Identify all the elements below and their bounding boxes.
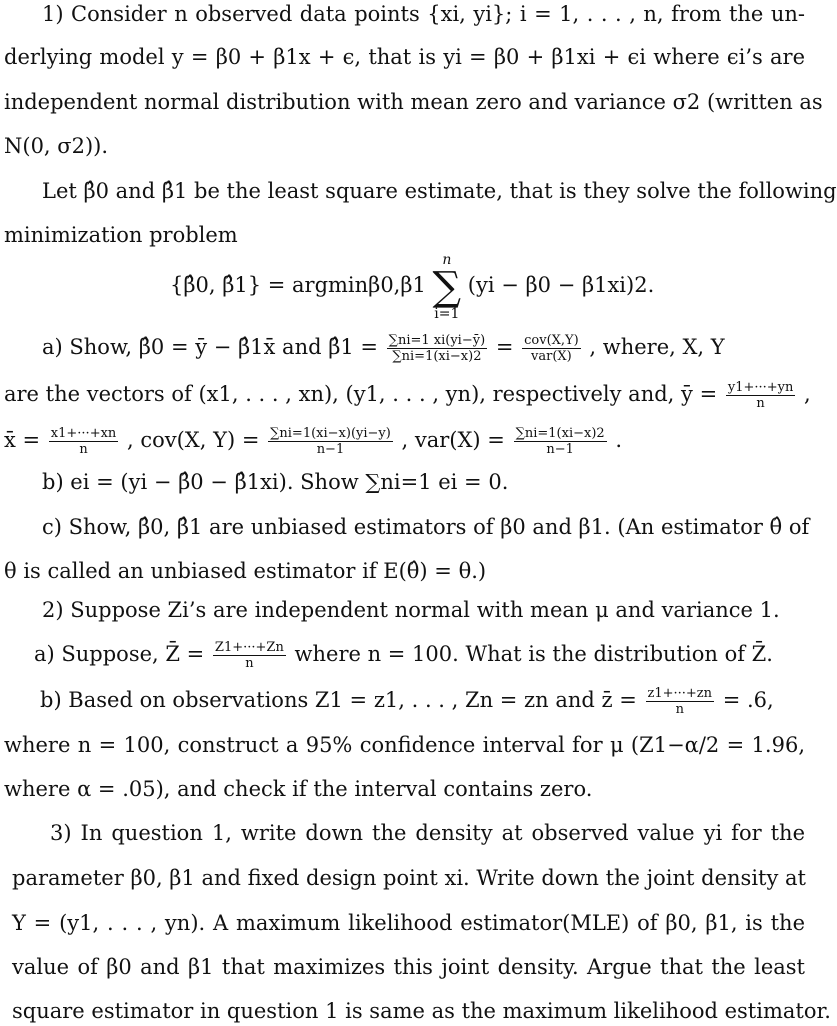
q2-line-1: 2) Suppose Zi’s are independent normal with mean μ and variance 1. — [42, 598, 780, 622]
eq-right: (yi − β0 − β1xi)2. — [467, 273, 655, 297]
q3-line-1: 3) In question 1, write down the density at observed value yi for the — [50, 821, 805, 845]
q3-line-3: Y = (y1, . . . , yn). A maximum likelihood estimator(MLE) of β0, β1, is the — [12, 911, 805, 935]
q1-part-a-line-2 — [4, 377, 811, 411]
q2b-pre: b) Based on observations Z1 = z1, . . . , Zn = zn and z̄ = — [40, 688, 644, 712]
q1-line-5: Let β̂0 and β̂1 be the least square estimate, that is they solve the following — [42, 179, 837, 203]
q2a-post: where n = 100. What is the distribution of Z̄. — [294, 642, 773, 666]
q1-line-1: 1) Consider n observed data points {xi, yi}; i = 1, . . . , n, from the un- — [42, 2, 805, 26]
a2-post: , — [804, 382, 811, 406]
q1-line-6: minimization problem — [4, 223, 238, 247]
q1-line-4: N(0, σ2)). — [4, 134, 109, 158]
a3-mid-1: , cov(X, Y) = — [126, 428, 267, 452]
a3-post: . — [615, 428, 623, 452]
a3-mid-2: , var(X) = — [401, 428, 512, 452]
q3-line-5: square estimator in question 1 is same as the maximum likelihood estimator. — [12, 999, 831, 1023]
a3-fraction-2: $\frac{\sum ni=1(xi-x)(yi-y)}{n-1}$ — [270, 426, 391, 457]
q1-part-c-line-1: c) Show, β̂0, β̂1 are unbiased estimators of β0 and β1. (An estimator θ̂ of — [42, 515, 810, 539]
eq-left: {β̂0, β̂1} = argminβ0,β1 — [170, 273, 426, 297]
a2-pre: are the vectors of (x1, . . . , xn), (y1, . . . , yn), respectively and, ȳ = — [4, 382, 724, 406]
q1-part-c-line-2: θ is called an unbiased estimator if E(θ̂) = θ.) — [4, 559, 487, 583]
q3-line-2: parameter β0, β1 and fixed design point xi. Write down the joint density at — [12, 866, 806, 890]
q2-part-b-line-2: where n = 100, construct a 95% confidence interval for μ (Z1−α/2 = 1.96, — [4, 733, 805, 757]
q1-part-a-line-3 — [4, 423, 805, 457]
a1-fraction-2: $\frac{\text{cov(X,Y)}}{\text{var(X)}}$ — [524, 333, 579, 364]
minimization-equation — [170, 250, 805, 320]
q3-line-4: value of β0 and β1 that maximizes this joint density. Argue that the least — [12, 955, 805, 979]
q2a-pre: a) Suppose, Z̄ = — [34, 642, 211, 666]
sum-lower: i=1 — [434, 305, 460, 322]
q1-part-b: b) ei = (yi − β̂0 − β̂1xi). Show ∑ni=1 ei = 0. — [42, 470, 509, 494]
a3-fraction-3: $\frac{\sum ni=1(xi-x)2}{n-1}$ — [515, 426, 605, 457]
a1-pre: a) Show, β̂0 = ȳ − β̂1x̄ and β̂1 = — [42, 335, 385, 359]
q2b-fraction: $\frac{z1+\cdot\cdot\cdot+zn}{n}$ — [647, 686, 713, 717]
q1-part-a-line-1 — [4, 330, 805, 364]
a1-post: , where, X, Y — [589, 335, 725, 359]
a3-pre: x̄ = — [4, 428, 47, 452]
a3-fraction-1: $\frac{x1+\cdot\cdot\cdot+xn}{n}$ — [50, 426, 117, 457]
q2a-fraction: $\frac{Z1+\cdot\cdot\cdot+Zn}{n}$ — [214, 640, 284, 671]
sum-upper: n — [442, 251, 452, 268]
q1-line-2: derlying model y = β0 + β1x + ϵ, that is yi = β0 + β1xi + ϵi where ϵi’s are — [4, 45, 805, 69]
q2-part-b-line-1 — [4, 683, 805, 717]
q2b-post: = .6, — [722, 688, 774, 712]
q2-part-b-line-3: where α = .05), and check if the interval contains zero. — [4, 777, 593, 801]
q1-line-3: independent normal distribution with mean zero and variance σ2 (written as — [4, 90, 823, 114]
a2-fraction: $\frac{y1+\cdot\cdot\cdot+yn}{n}$ — [727, 380, 794, 411]
a1-mid: = — [495, 335, 521, 359]
a1-fraction-1: $\frac{\sum ni=1 xi(yi-ȳ)}{\sum ni=1(xi-x)2}$ — [388, 333, 486, 364]
q2-part-a — [4, 637, 805, 671]
summation-symbol: n ∑ i=1 — [432, 251, 462, 322]
